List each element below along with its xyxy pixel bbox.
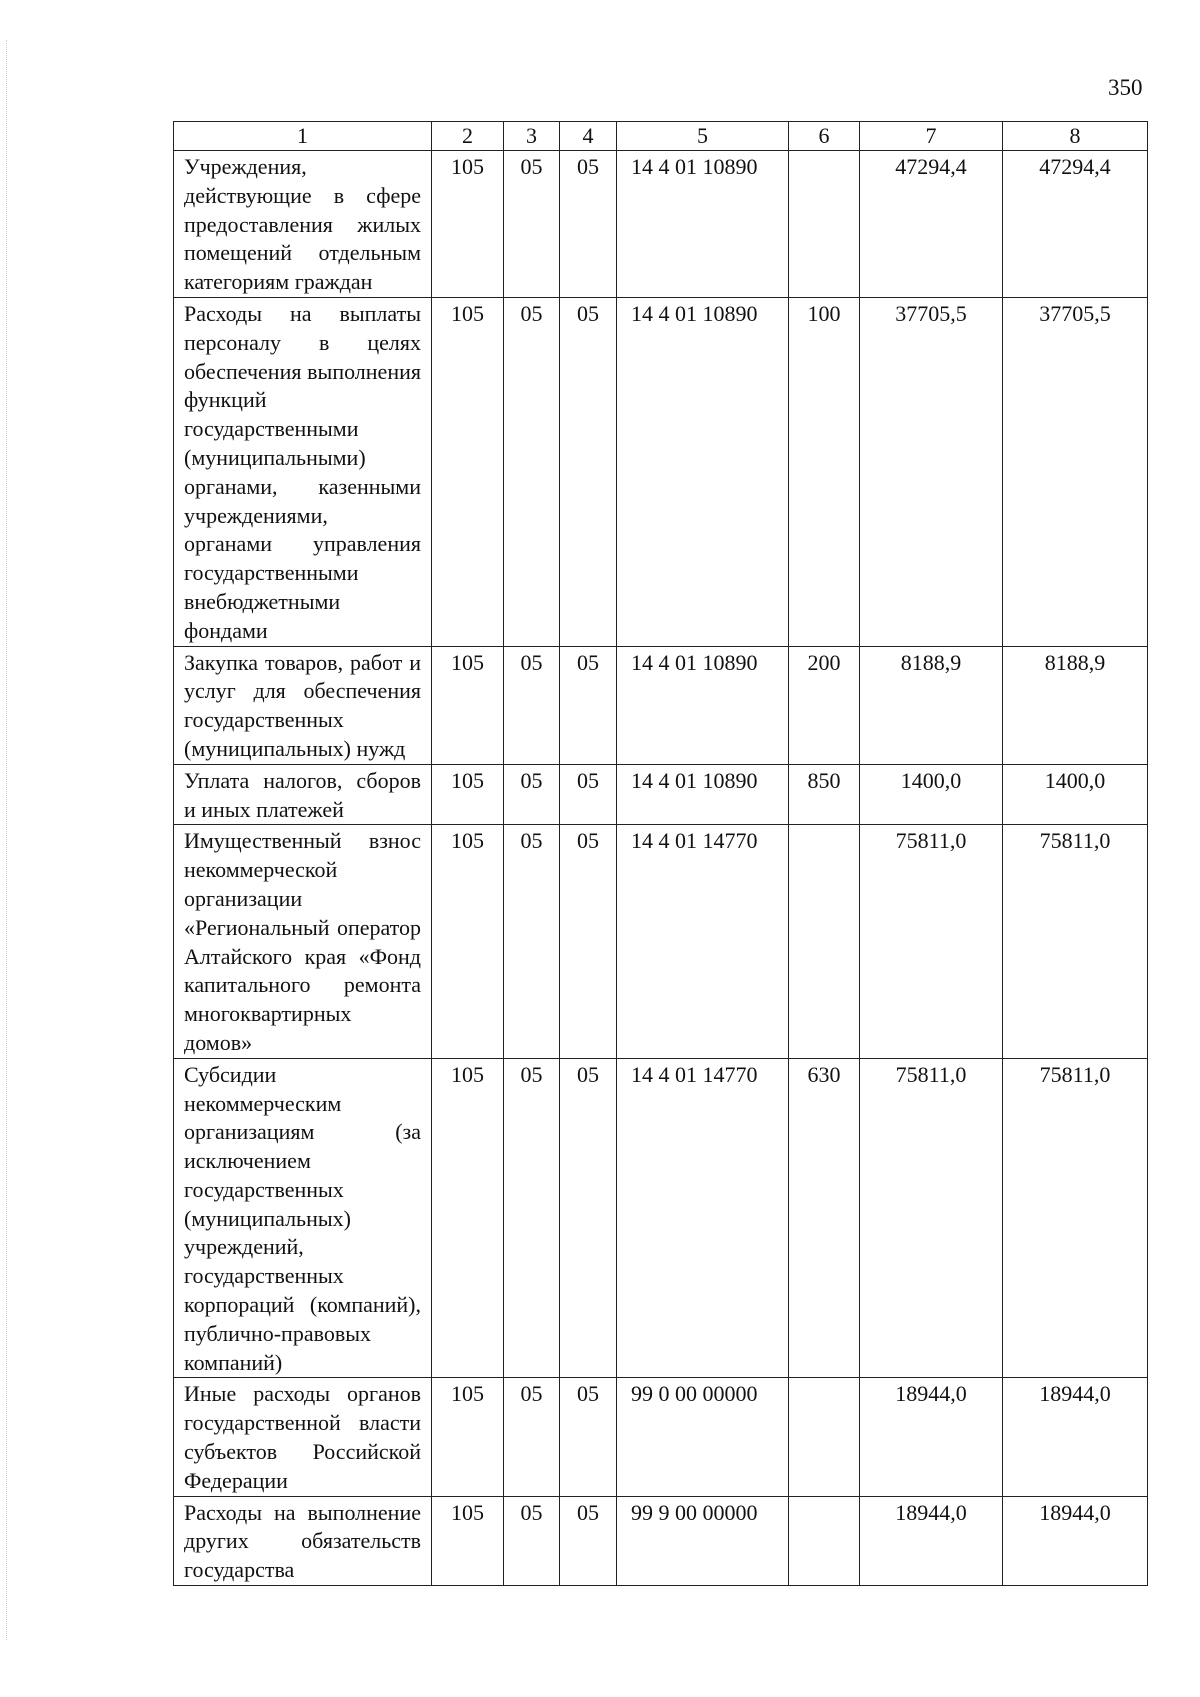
expense-description: Субсидии некоммерческим организациям (за исключением государственных (муниципальных) учреждений, государственных корпораций (компаний), публично-правовых компаний)	[174, 1058, 432, 1378]
expense-type-code	[789, 1378, 860, 1496]
ministry-code: 105	[432, 1378, 504, 1496]
section-code: 05	[504, 646, 560, 764]
subsection-code: 05	[560, 297, 617, 646]
section-code: 05	[504, 1496, 560, 1585]
expense-type-code	[789, 825, 860, 1058]
amount-year-1: 37705,5	[860, 297, 1003, 646]
expense-description: Расходы на выплаты персоналу в целях обеспечения выполнения функций государственными (муниципальными) органами, казенными учреждениями, органами управления государственными внебюджетными фондами	[174, 297, 432, 646]
amount-year-2: 75811,0	[1003, 825, 1148, 1058]
table-row	[174, 1058, 1148, 1378]
target-article-code: 14 4 01 10890	[617, 646, 789, 764]
amount-year-2: 18944,0	[1003, 1496, 1148, 1585]
expense-type-code	[789, 151, 860, 298]
page-number: 350	[1108, 75, 1143, 100]
target-article-code: 14 4 01 14770	[617, 1058, 789, 1378]
amount-year-2: 37705,5	[1003, 297, 1148, 646]
amount-year-2: 1400,0	[1003, 764, 1148, 825]
scan-edge-marks	[6, 40, 8, 1640]
ministry-code: 105	[432, 764, 504, 825]
amount-year-1: 18944,0	[860, 1378, 1003, 1496]
expense-type-code	[789, 1496, 860, 1585]
column-header: 1	[174, 122, 432, 151]
expense-description: Уплата налогов, сборов и иных платежей	[174, 764, 432, 825]
amount-year-1: 8188,9	[860, 646, 1003, 764]
table-row	[174, 646, 1148, 764]
ministry-code: 105	[432, 151, 504, 298]
expense-description: Расходы на выполнение других обязательств государства	[174, 1496, 432, 1585]
amount-year-1: 1400,0	[860, 764, 1003, 825]
target-article-code: 99 9 00 00000	[617, 1496, 789, 1585]
column-header: 2	[432, 122, 504, 151]
column-header: 5	[617, 122, 789, 151]
subsection-code: 05	[560, 151, 617, 298]
table-header-row	[174, 122, 1148, 151]
expense-type-code: 630	[789, 1058, 860, 1378]
expense-description: Имущественный взнос некоммерческой организации «Региональный оператор Алтайского края «Фонд капитального ремонта многоквартирных домов»	[174, 825, 432, 1058]
section-code: 05	[504, 1378, 560, 1496]
amount-year-2: 8188,9	[1003, 646, 1148, 764]
expense-description: Иные расходы органов государственной власти субъектов Российской Федерации	[174, 1378, 432, 1496]
ministry-code: 105	[432, 1058, 504, 1378]
target-article-code: 14 4 01 10890	[617, 297, 789, 646]
amount-year-1: 47294,4	[860, 151, 1003, 298]
table-row	[174, 1496, 1148, 1585]
amount-year-2: 75811,0	[1003, 1058, 1148, 1378]
subsection-code: 05	[560, 1058, 617, 1378]
ministry-code: 105	[432, 1496, 504, 1585]
amount-year-1: 18944,0	[860, 1496, 1003, 1585]
subsection-code: 05	[560, 825, 617, 1058]
section-code: 05	[504, 825, 560, 1058]
column-header: 6	[789, 122, 860, 151]
target-article-code: 14 4 01 14770	[617, 825, 789, 1058]
expense-description: Закупка товаров, работ и услуг для обеспечения государственных (муниципальных) нужд	[174, 646, 432, 764]
target-article-code: 14 4 01 10890	[617, 151, 789, 298]
expense-type-code: 100	[789, 297, 860, 646]
ministry-code: 105	[432, 646, 504, 764]
section-code: 05	[504, 151, 560, 298]
amount-year-2: 18944,0	[1003, 1378, 1148, 1496]
amount-year-1: 75811,0	[860, 1058, 1003, 1378]
column-header: 4	[560, 122, 617, 151]
subsection-code: 05	[560, 1378, 617, 1496]
amount-year-2: 47294,4	[1003, 151, 1148, 298]
ministry-code: 105	[432, 825, 504, 1058]
subsection-code: 05	[560, 764, 617, 825]
subsection-code: 05	[560, 1496, 617, 1585]
table-row	[174, 825, 1148, 1058]
section-code: 05	[504, 297, 560, 646]
amount-year-1: 75811,0	[860, 825, 1003, 1058]
table-row	[174, 1378, 1148, 1496]
table-row	[174, 764, 1148, 825]
table-row	[174, 297, 1148, 646]
column-header: 7	[860, 122, 1003, 151]
budget-table	[173, 121, 1148, 1586]
column-header: 3	[504, 122, 560, 151]
target-article-code: 14 4 01 10890	[617, 764, 789, 825]
subsection-code: 05	[560, 646, 617, 764]
target-article-code: 99 0 00 00000	[617, 1378, 789, 1496]
section-code: 05	[504, 1058, 560, 1378]
expense-type-code: 850	[789, 764, 860, 825]
section-code: 05	[504, 764, 560, 825]
column-header: 8	[1003, 122, 1148, 151]
ministry-code: 105	[432, 297, 504, 646]
expense-type-code: 200	[789, 646, 860, 764]
expense-description: Учреждения, действующие в сфере предоставления жилых помещений отдельным категориям граждан	[174, 151, 432, 298]
table-row	[174, 151, 1148, 298]
